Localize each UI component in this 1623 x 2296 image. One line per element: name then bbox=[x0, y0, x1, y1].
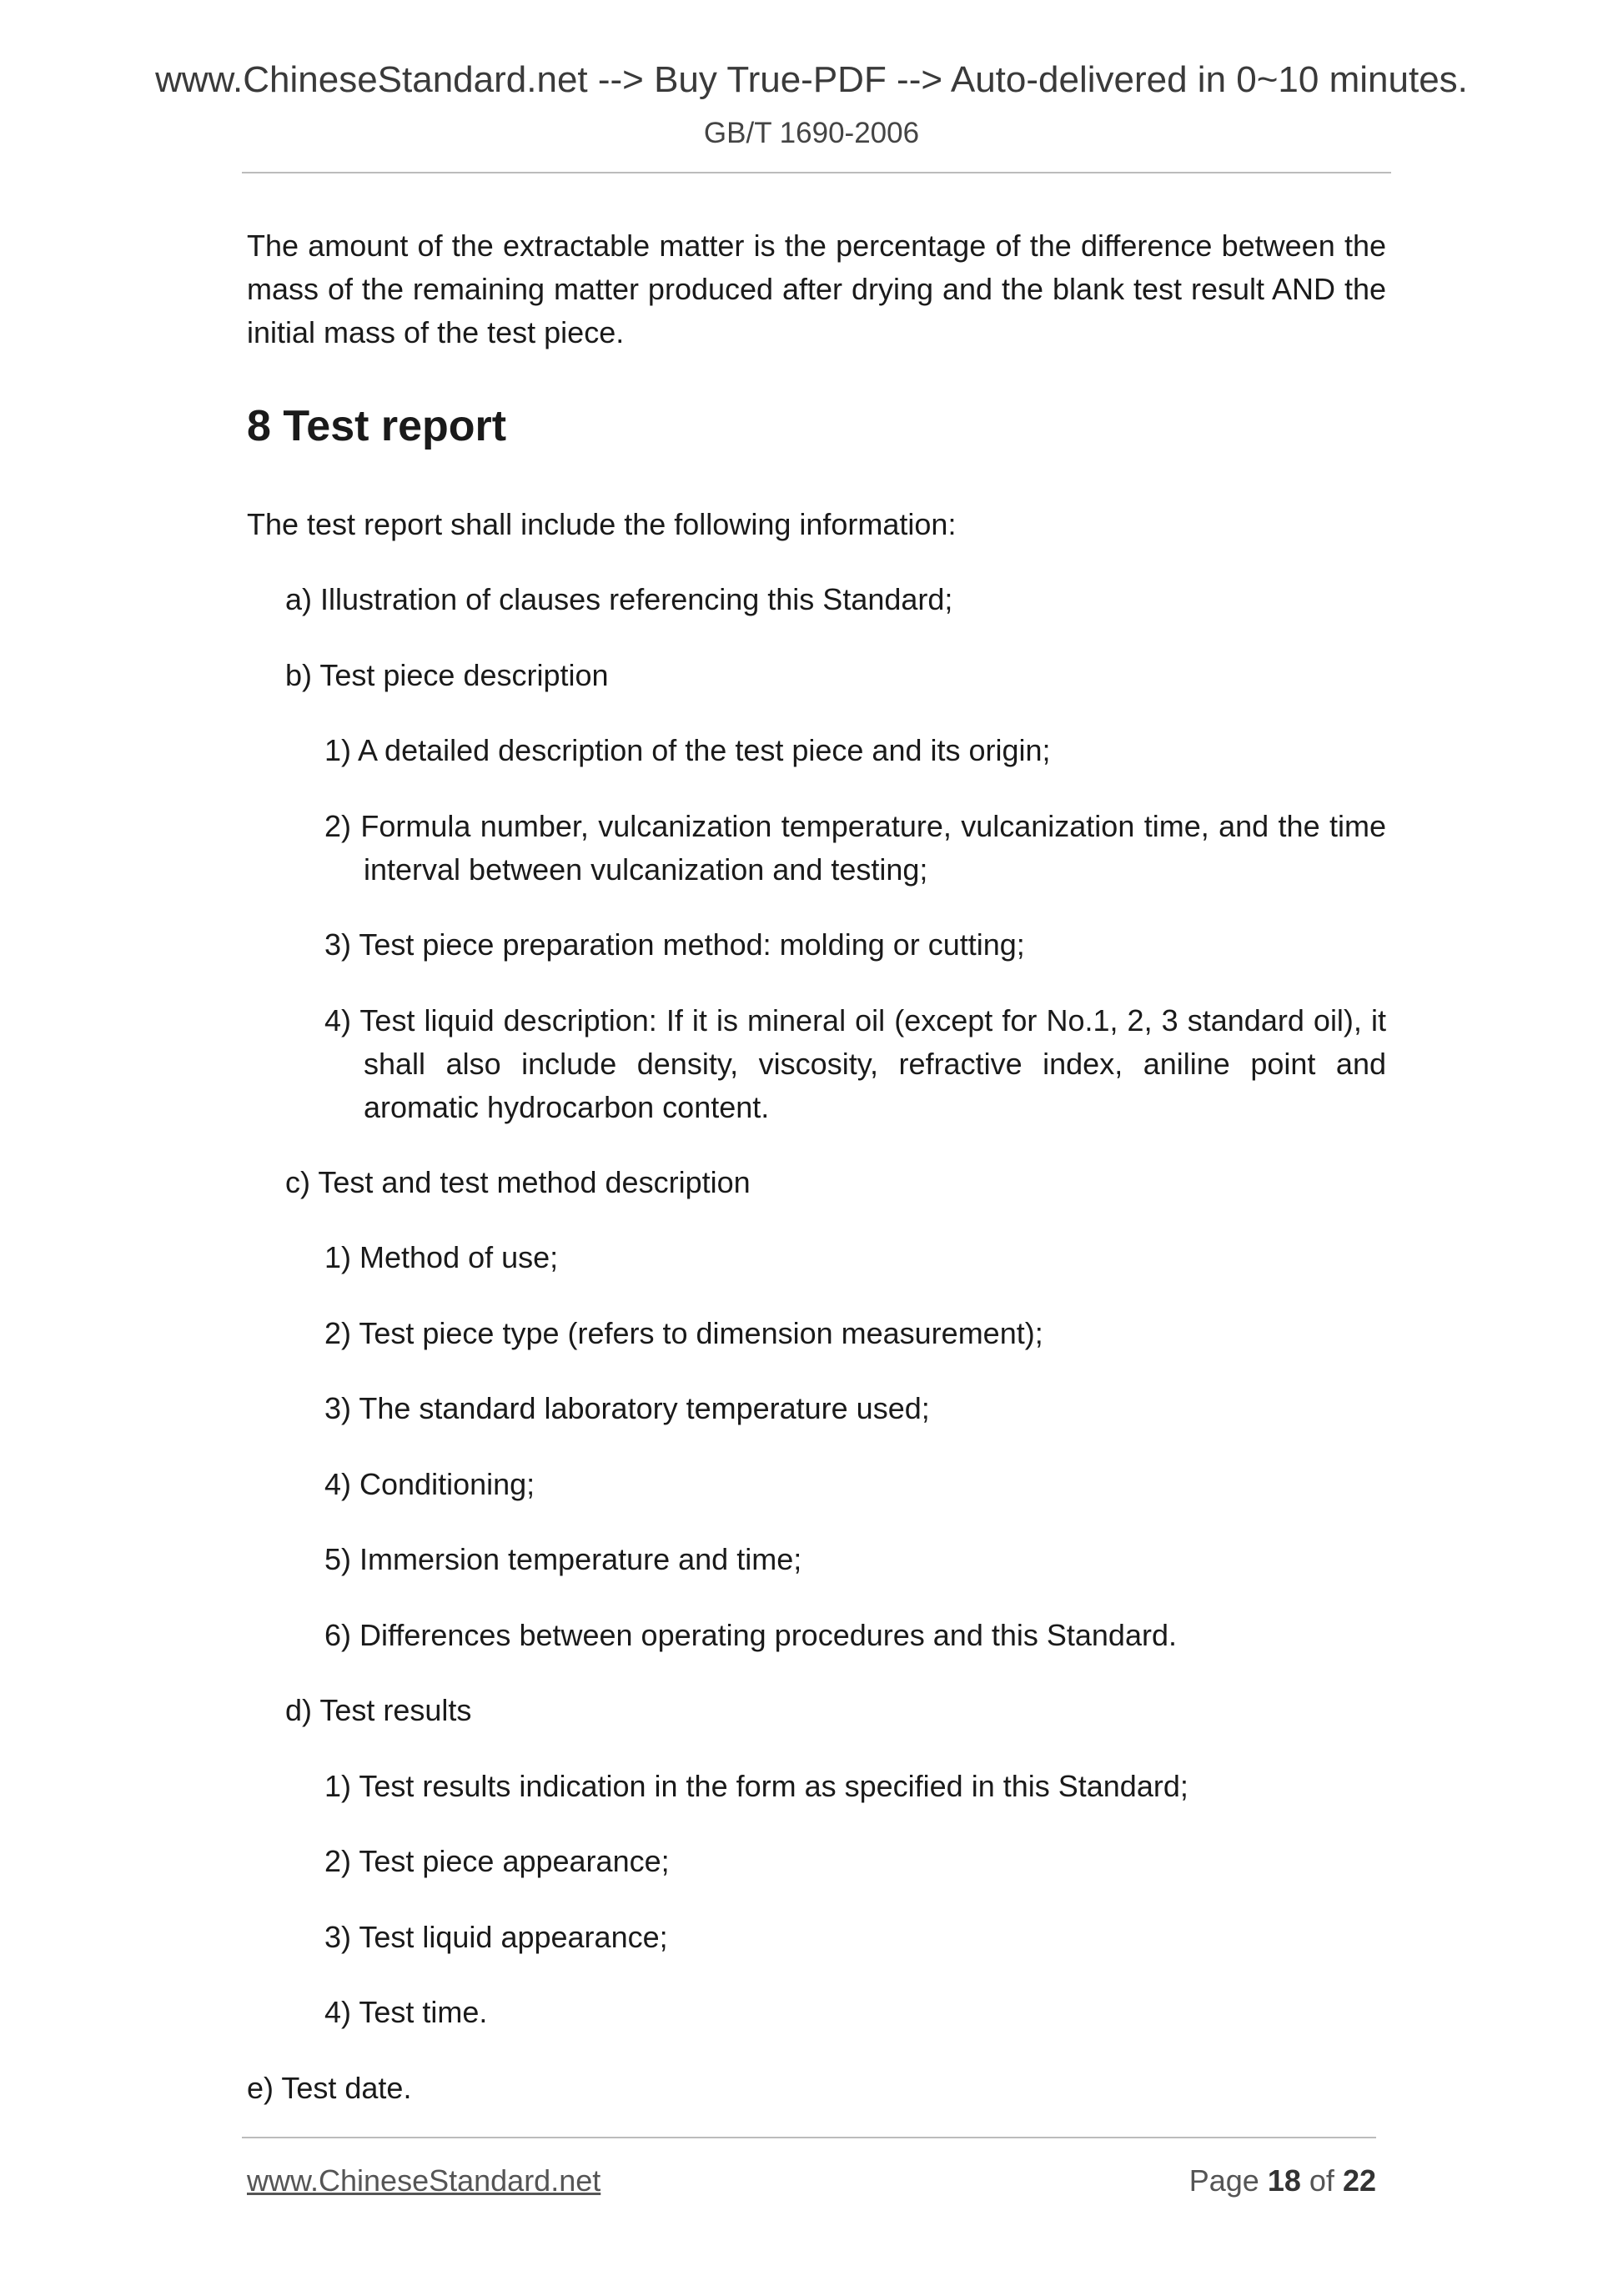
list-item-b2: 2) Formula number, vulcanization temperature, vulcanization time, and the time interval between vulcanization and testing; bbox=[324, 809, 1386, 887]
section-lead: The test report shall include the following information: bbox=[247, 507, 957, 541]
standard-id: GB/T 1690-2006 bbox=[703, 117, 920, 149]
list-item-d1: 1) Test results indication in the form as specified in this Standard; bbox=[324, 1769, 1188, 1803]
page-indicator bbox=[1189, 2159, 1376, 2203]
list-item-b1: 1) A detailed description of the test piece and its origin; bbox=[324, 733, 1051, 767]
list-item-c6: 6) Differences between operating procedures and this Standard. bbox=[324, 1618, 1177, 1652]
list-item-c: c) Test and test method description bbox=[285, 1165, 751, 1199]
list-item-d: d) Test results bbox=[285, 1693, 472, 1727]
list-item-d2: 2) Test piece appearance; bbox=[324, 1844, 670, 1878]
list-item-b: b) Test piece description bbox=[285, 658, 609, 692]
list-item-c5: 5) Immersion temperature and time; bbox=[324, 1542, 802, 1576]
header-banner: www.ChineseStandard.net --> Buy True-PDF --> Auto-delivered in 0~10 minutes. bbox=[155, 59, 1468, 100]
list-item-c1: 1) Method of use; bbox=[324, 1240, 559, 1274]
section-heading: 8 Test report bbox=[247, 402, 507, 450]
list-item-d4: 4) Test time. bbox=[324, 1995, 488, 2029]
list-item-c3: 3) The standard laboratory temperature used; bbox=[324, 1391, 930, 1425]
list-item-a: a) Illustration of clauses referencing this Standard; bbox=[285, 582, 953, 616]
list-item-e: e) Test date. bbox=[247, 2071, 412, 2105]
page-word: Page bbox=[1188, 2163, 1259, 2198]
page-of: of bbox=[1309, 2163, 1334, 2198]
page-current: 18 bbox=[1267, 2163, 1301, 2198]
list-item-b4: 4) Test liquid description: If it is mineral oil (except for No.1, 2, 3 standard oil), it shall also include density, viscosity, refractive index, aniline point and aromatic hydrocarbon content. bbox=[324, 1003, 1386, 1124]
list-item-d3: 3) Test liquid appearance; bbox=[324, 1920, 668, 1954]
list-item-c4: 4) Conditioning; bbox=[324, 1467, 535, 1501]
header-divider bbox=[242, 172, 1391, 173]
list-item-c2: 2) Test piece type (refers to dimension measurement); bbox=[324, 1316, 1043, 1350]
intro-paragraph: The amount of the extractable matter is the percentage of the difference between the mass of the remaining matter produced after drying and the blank test result AND the initial mass of the test piece. bbox=[247, 229, 1386, 349]
list-item-b3: 3) Test piece preparation method: molding or cutting; bbox=[324, 927, 1025, 962]
footer-divider bbox=[242, 2137, 1376, 2138]
footer-website-link[interactable]: www.ChineseStandard.net bbox=[247, 2163, 601, 2198]
page-total: 22 bbox=[1342, 2163, 1376, 2198]
